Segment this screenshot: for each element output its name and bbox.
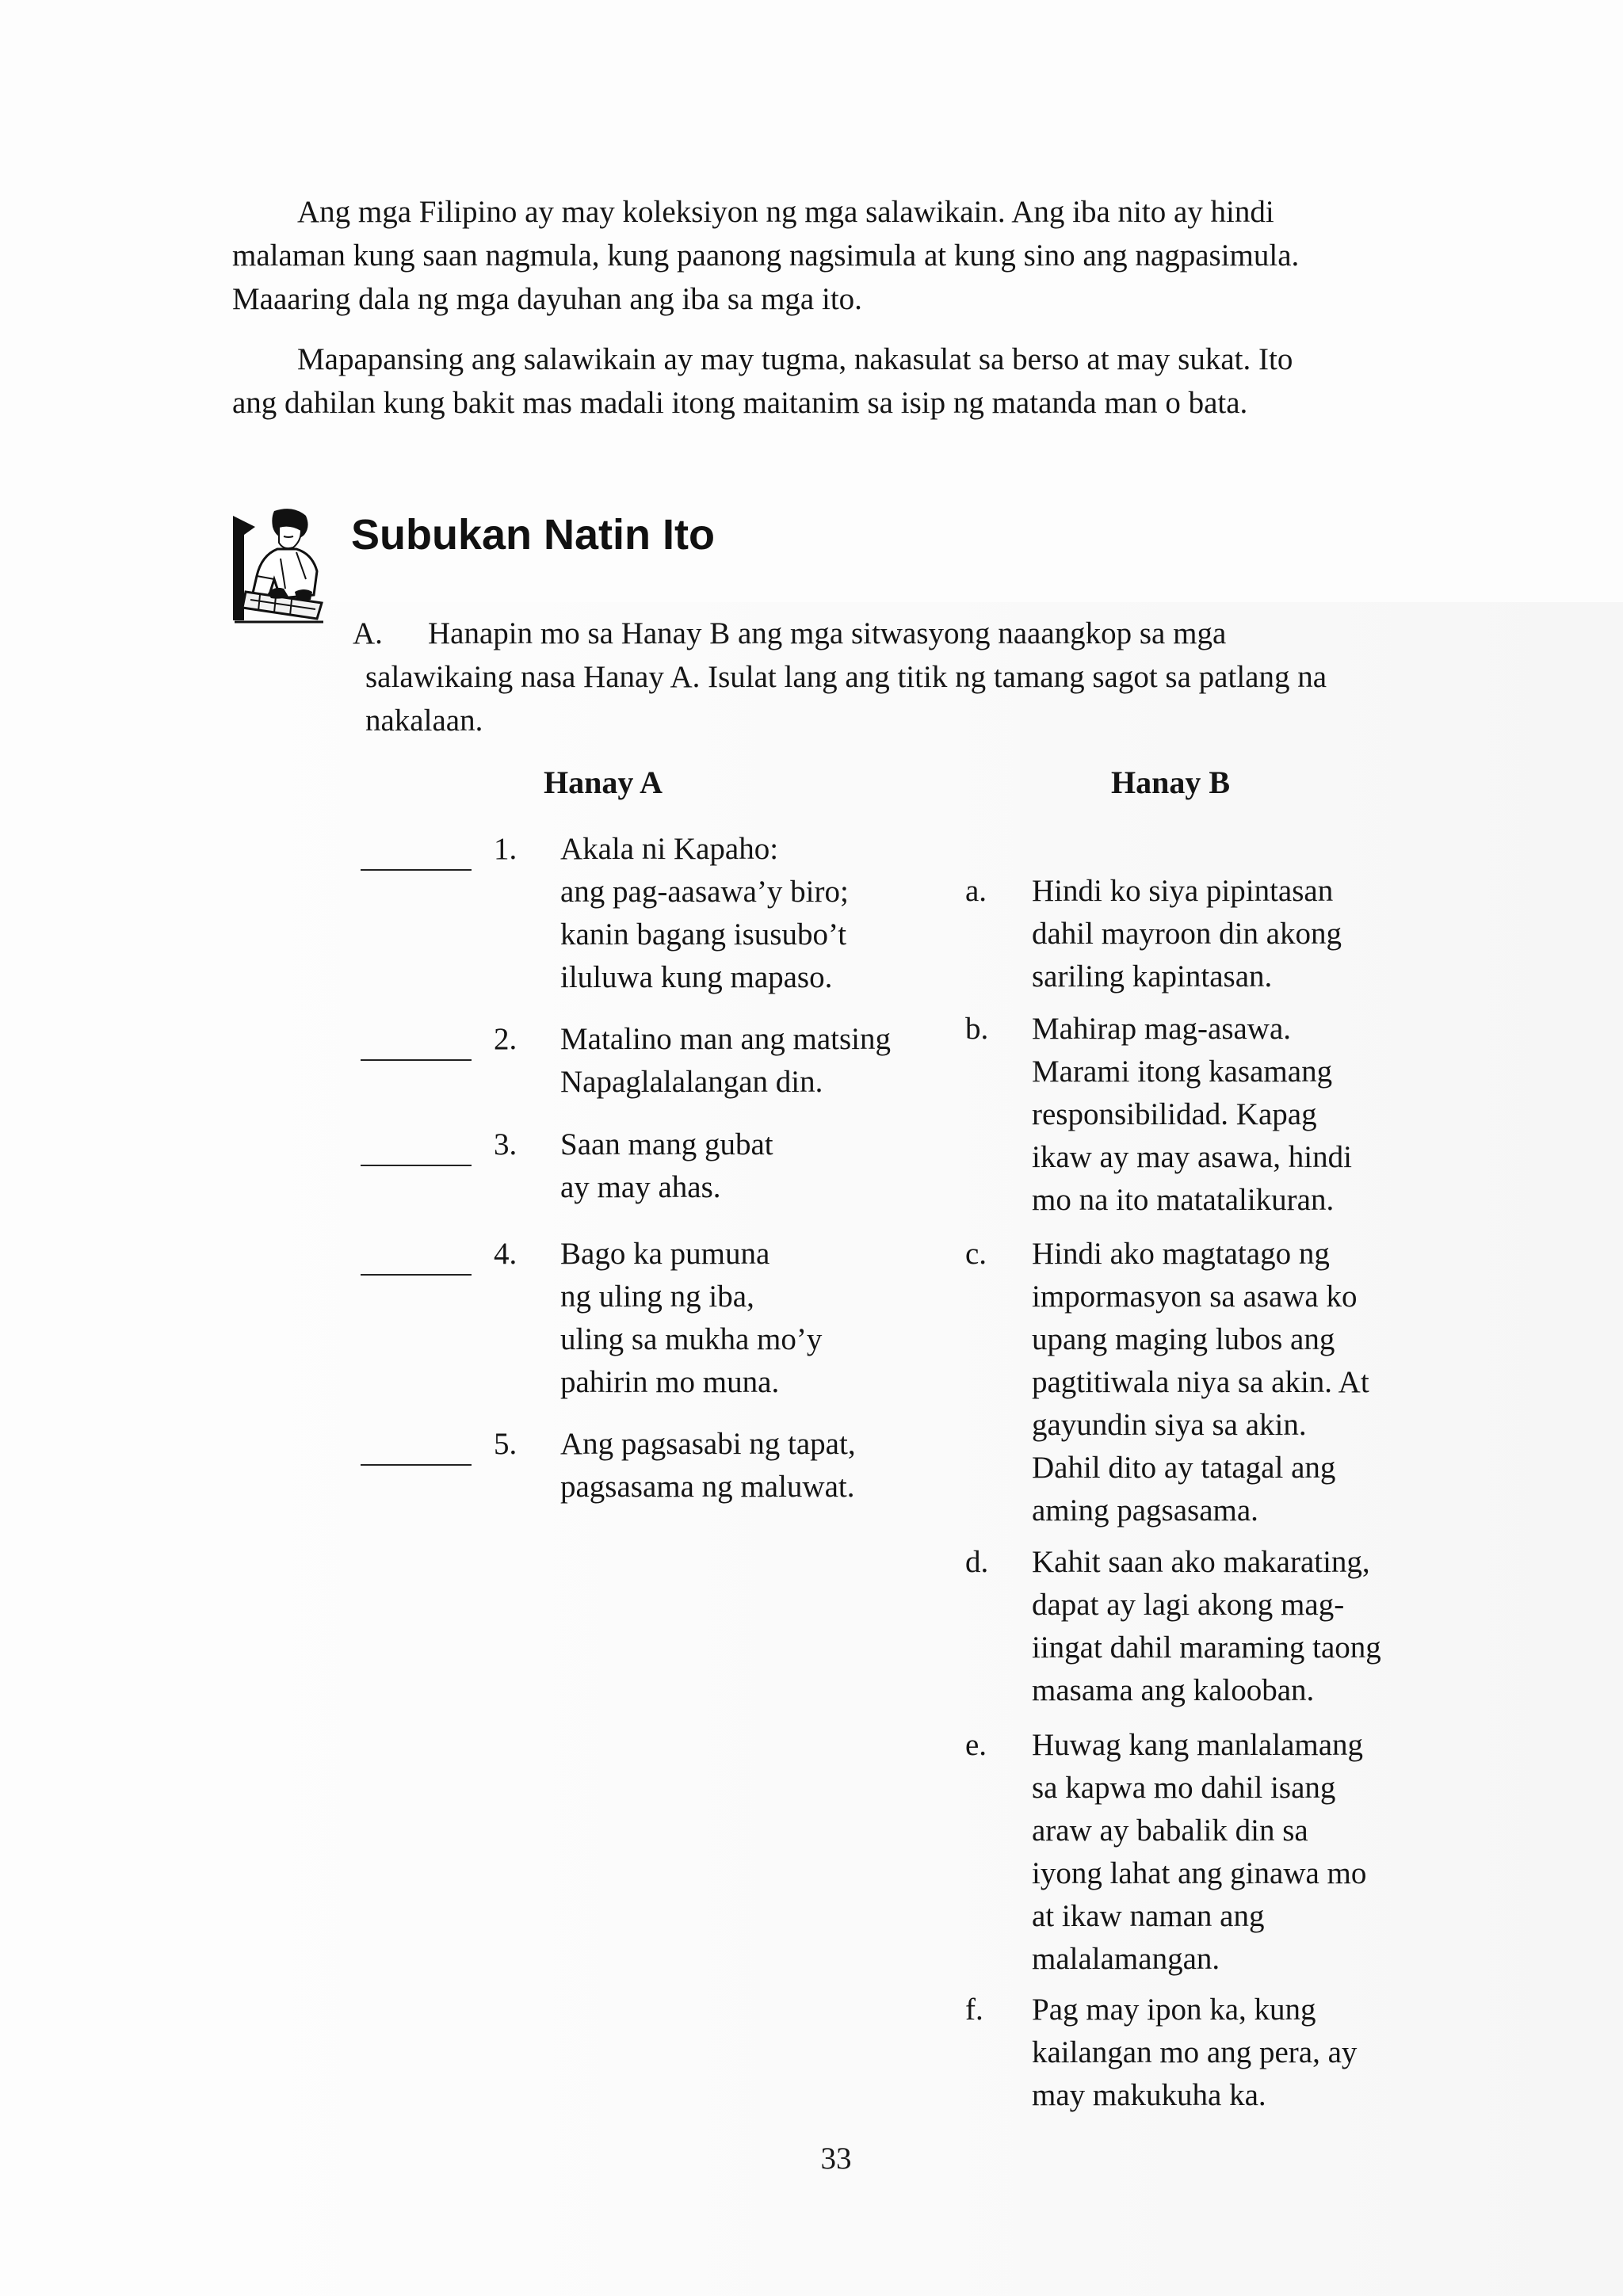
text-line: Bago ka pumuna [560,1237,770,1271]
text-line: iluluwa kung mapaso. [560,960,833,994]
text-line: iingat dahil maraming taong [1032,1630,1381,1665]
option-letter: e. [965,1728,987,1762]
option-letter: d. [965,1545,989,1579]
text-line: iyong lahat ang ginawa mo [1032,1856,1367,1890]
text-line: Pag may ipon ka, kung [1032,1993,1316,2027]
salawikain-text [560,1018,891,1104]
instruction-a [353,612,1462,742]
text-line: araw ay babalik din sa [1032,1814,1308,1848]
option-letter: c. [965,1237,987,1271]
item-number: 2. [494,1022,517,1056]
text-line: ay may ahas. [560,1170,721,1204]
text-line: dapat ay lagi akong mag- [1032,1588,1345,1622]
text-line: masama ang kalooban. [1032,1673,1315,1707]
text-line: ang pag-aasawa’y biro; [560,875,849,909]
answer-blank[interactable] [361,869,472,871]
text-line: ang dahilan kung bakit mas madali itong maitanim sa isip ng matanda man o bata. [232,386,1248,420]
text-line: kanin bagang isusubo’t [560,917,847,952]
situation-text [1032,1724,1366,1981]
text-line: mo na ito matatalikuran. [1032,1183,1335,1217]
text-line: Ang mga Filipino ay may koleksiyon ng mga salawikain. Ang iba nito ay hindi [297,195,1274,229]
answer-blank[interactable] [361,1165,472,1166]
page-shading [238,602,1623,2296]
text-line: uling sa mukha mo’y [560,1322,823,1356]
text-line: malalamangan. [1032,1942,1220,1976]
item-number: 3. [494,1127,517,1161]
text-line: kailangan mo ang pera, ay [1032,2035,1358,2069]
page-number: 33 [820,2142,852,2176]
text-line: Mahirap mag-asawa. [1032,1012,1292,1046]
intro-paragraph-1 [232,190,1421,321]
text-line: Hanapin mo sa Hanay B ang mga sitwasyong naaangkop sa mga [428,616,1227,650]
instruction-letter: A. [353,616,383,650]
salawikain-text [560,1123,773,1209]
item-number: 5. [494,1427,517,1461]
text-line: malaman kung saan nagmula, kung paanong nagsimula at kung sino ang nagpasimula. [232,238,1300,273]
text-line: Huwag kang manlalamang [1032,1728,1364,1762]
text-line: may makukuha ka. [1032,2078,1266,2112]
text-line: responsibilidad. Kapag [1032,1097,1317,1131]
text-line: Hindi ko siya pipintasan [1032,874,1334,908]
text-line: pahirin mo muna. [560,1365,780,1399]
option-letter: b. [965,1012,989,1046]
option-letter: a. [965,874,987,908]
item-number: 4. [494,1237,517,1271]
situation-text [1032,1989,1357,2117]
text-line: Kahit saan ako makarating, [1032,1545,1370,1579]
answer-blank[interactable] [361,1274,472,1276]
text-line: sa kapwa mo dahil isang [1032,1771,1336,1805]
text-line: nakalaan. [365,704,483,738]
section-title: Subukan Natin Ito [351,511,715,559]
text-line: Napaglalalangan din. [560,1065,823,1099]
hanay-a-heading: Hanay A [544,765,663,800]
situation-text [1032,1233,1369,1532]
intro-paragraph-2 [232,338,1421,425]
item-number: 1. [494,832,517,866]
salawikain-text [560,828,849,999]
text-line: ikaw ay may asawa, hindi [1032,1140,1352,1174]
text-line: Dahil dito ay tatagal ang [1032,1451,1336,1485]
text-line: pagsasama ng maluwat. [560,1470,855,1504]
text-line: aming pagsasama. [1032,1493,1258,1527]
text-line: Maaaring dala ng mga dayuhan ang iba sa mga ito. [232,282,862,316]
salawikain-text [560,1233,822,1404]
text-line: sariling kapintasan. [1032,959,1273,994]
text-line: ng uling ng iba, [560,1280,754,1314]
text-line: salawikaing nasa Hanay A. Isulat lang ang titik ng tamang sagot sa patlang na [365,660,1327,694]
text-line: at ikaw naman ang [1032,1899,1265,1933]
text-line: Marami itong kasamang [1032,1055,1333,1089]
text-line: Akala ni Kapaho: [560,832,779,866]
text-line: Ang pagsasabi ng tapat, [560,1427,856,1461]
text-line: dahil mayroon din akong [1032,917,1342,951]
text-line: Mapapansing ang salawikain ay may tugma, nakasulat sa berso at may sukat. Ito [297,342,1293,376]
situation-text [1032,870,1342,998]
text-line: upang maging lubos ang [1032,1322,1335,1356]
text-line: Saan mang gubat [560,1127,773,1161]
text-line: Hindi ako magtatago ng [1032,1237,1330,1271]
answer-blank[interactable] [361,1059,472,1061]
answer-blank[interactable] [361,1464,472,1466]
text-line: Matalino man ang matsing [560,1022,892,1056]
salawikain-text [560,1423,856,1508]
text-line: pagtitiwala niya sa akin. At [1032,1365,1369,1399]
student-writing-icon [228,503,333,630]
text-line: impormasyon sa asawa ko [1032,1280,1358,1314]
situation-text [1032,1008,1352,1222]
situation-text [1032,1541,1381,1712]
hanay-b-heading: Hanay B [1111,765,1231,800]
option-letter: f. [965,1993,983,2027]
text-line: gayundin siya sa akin. [1032,1408,1307,1442]
